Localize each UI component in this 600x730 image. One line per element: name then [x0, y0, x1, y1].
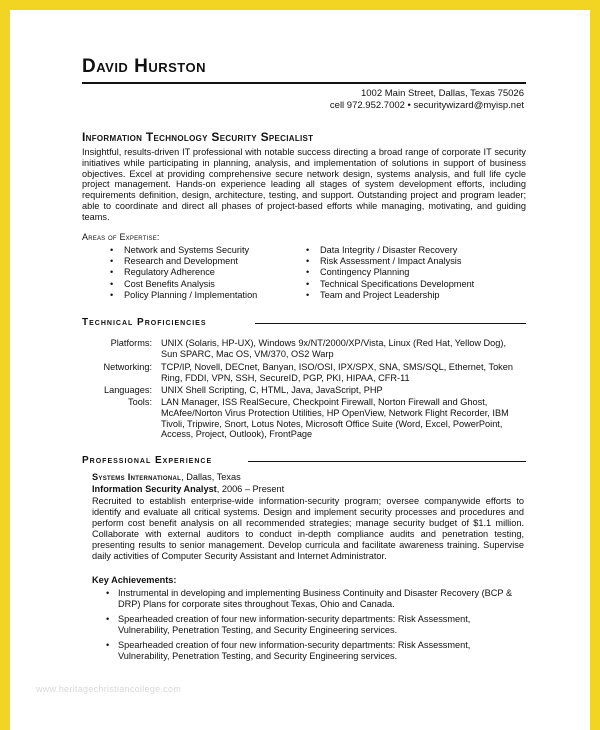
bullet-icon: • — [110, 245, 114, 255]
bullet-icon: • — [106, 614, 110, 624]
address: 1002 Main Street, Dallas, Texas 75026 — [360, 88, 524, 99]
job-title-line — [92, 484, 284, 494]
candidate-name: David Hurston — [82, 56, 206, 77]
achievement-item: • Spearheaded creation of four new information-security departments: Risk Assessment, Vulnerability, Penetration Testing, and Security Engineering services. — [106, 614, 471, 635]
bullet-icon: • — [306, 267, 310, 278]
tech-value: UNIX (Solaris, HP-UX), Windows 9x/NT/2000/XP/Vista, Linux (Red Hat, Yellow Dog), Sun SPARC, Mac OS, VM/370, OS2 Warp — [161, 338, 507, 359]
bullet-icon: • — [110, 289, 114, 300]
areas-of-expertise-label: Areas of Expertise: — [82, 232, 160, 242]
bullet-icon: • — [306, 256, 310, 267]
resume-page — [10, 10, 590, 730]
list-item: • Cost Benefits Analysis — [110, 278, 215, 289]
list-item: • Regulatory Adherence — [110, 267, 215, 278]
contact-block — [330, 88, 524, 112]
tech-value: UNIX Shell Scripting, C, HTML, Java, JavaScript, PHP — [161, 385, 383, 395]
achievement-item: • Instrumental in developing and implementing Business Continuity and Disaster Recovery (BCP & DRP) Plans for corporate sites throughout Texas, Ohio and Canada. — [106, 588, 513, 609]
tech-value: LAN Manager, ISS RealSecure, Checkpoint Firewall, Norton Firewall and Ghost, McAfee/Norton Virus Protection Utilities, HP OpenView, Network Flight Recorder, IBM Tivoli, Tripwire, Snort, Lotus Notes, Microsoft Office Suite (Word, Excel, PowerPoint, Access, Project, Outlook), FrontPage — [161, 397, 509, 440]
tech-label: Languages: — [103, 385, 152, 395]
headline: Information Technology Security Specialist — [82, 130, 314, 144]
list-item: • Team and Project Leadership — [306, 289, 440, 300]
key-achievements-label: Key Achievements: — [92, 575, 177, 585]
list-item: • Risk Assessment / Impact Analysis — [306, 256, 462, 267]
technical-proficiencies-title: Technical Proficiencies — [82, 317, 207, 328]
job-dates: , 2006 – Present — [216, 484, 285, 494]
bullet-icon: • — [106, 588, 110, 598]
list-item: • Research and Development — [110, 256, 238, 267]
list-item: • Technical Specifications Development — [306, 278, 475, 289]
areas-right-list — [306, 245, 474, 301]
name-divider — [82, 82, 526, 84]
section-divider — [255, 323, 526, 324]
bullet-icon: • — [306, 245, 310, 255]
bullet-icon: • — [306, 289, 310, 300]
company-name: Systems International — [92, 472, 182, 482]
professional-experience-title: Professional Experience — [82, 455, 213, 466]
bullet-icon: • — [110, 278, 114, 289]
list-item: • Policy Planning / Implementation — [110, 289, 258, 300]
list-item: • Network and Systems Security — [110, 245, 250, 255]
phone-email: cell 972.952.7002 • securitywizard@myisp.net — [329, 100, 524, 111]
watermark: www.heritagechristiancollege.com — [36, 684, 182, 694]
list-item: • Data Integrity / Disaster Recovery — [306, 245, 458, 255]
summary-paragraph: Insightful, results-driven IT professional with notable success directing a broad range of corporate IT security initiatives while participating in planning, analysis, and implementation of solutions in support of business objectives. Excel at providing comprehensive secure network design, systems analysis, and full life cycle project management. Hands-on experience leading all stages of system development efforts, including requirements definition, design, architecture, testing, and support. Outstanding project and program leader; able to coordinate and direct all phases of project-based efforts while managing, motivating, and guiding teams. — [82, 147, 526, 222]
bullet-icon: • — [306, 278, 310, 289]
tech-label: Networking: — [103, 362, 152, 372]
company-line — [92, 472, 241, 482]
achievement-item: • Spearheaded creation of four new information-security departments: Risk Assessment, Vulnerability, Penetration Testing, and Security Engineering services. — [106, 640, 471, 661]
bullet-icon: • — [106, 640, 110, 650]
section-divider — [248, 461, 526, 462]
tech-label: Platforms: — [110, 338, 152, 348]
company-location: , Dallas, Texas — [181, 472, 241, 482]
tech-value: TCP/IP, Novell, DECnet, Banyan, ISO/OSI, IPX/SPX, SNA, SMS/SQL, Ethernet, Token Ring, FDDI, VPN, SSH, SecureID, PGP, PKI, HIPAA, CFR-11 — [161, 362, 513, 383]
bullet-icon: • — [110, 256, 114, 267]
job-title: Information Security Analyst — [92, 484, 217, 494]
list-item: • Contingency Planning — [306, 267, 410, 278]
tech-label: Tools: — [128, 397, 152, 407]
job-description: Recruited to establish enterprise-wide information-security program; oversee companywide efforts to identify and evaluate all critical systems. Design and implement security processes and procedures and perform cost benefit analysis on all recommended strategies; manage security budget of $1.1 million. Collaborate with external auditors to conduct in-depth compliance audits and penetration testing, presenting results to senior management. Develop curricula and facilitate awareness training. Supervise daily activities of Computer Security Assistant and Internet Administrator. — [92, 496, 524, 561]
bullet-icon: • — [110, 267, 114, 278]
areas-left-list — [110, 245, 257, 301]
